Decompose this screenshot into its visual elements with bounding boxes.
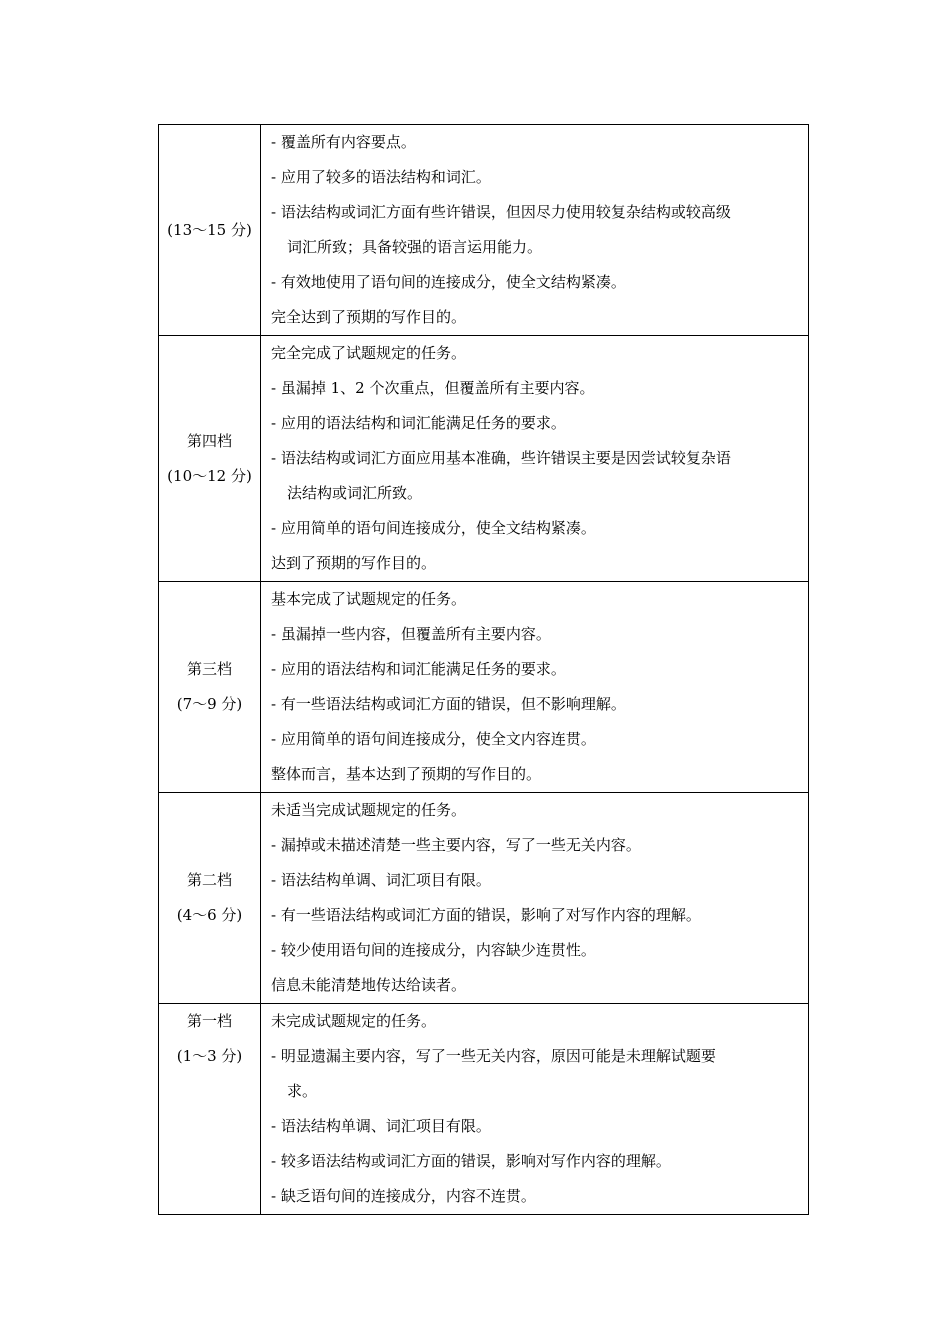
description-line: 未完成试题规定的任务。 [271, 1012, 437, 1030]
description-line: 基本完成了试题规定的任务。 [271, 590, 467, 608]
level-name: 第二档 [186, 871, 232, 889]
description-line: - 应用的语法结构和词汇能满足任务的要求。 [271, 414, 566, 432]
table-row [159, 793, 809, 1004]
description-line: - 缺乏语句间的连接成分，内容不连贯。 [271, 1187, 536, 1205]
level-range: (13～15 分) [167, 220, 252, 239]
table-row [159, 336, 809, 582]
level-range: (10～12 分) [167, 466, 252, 485]
grading-criteria-table [158, 124, 809, 1215]
description-line: 整体而言，基本达到了预期的写作目的。 [271, 765, 542, 783]
description-line: 未适当完成试题规定的任务。 [271, 801, 467, 819]
description-line: - 应用简单的语句间连接成分，使全文结构紧凑。 [271, 519, 596, 537]
description-line: - 有一些语法结构或词汇方面的错误，但不影响理解。 [271, 695, 626, 713]
description-line: 信息未能清楚地传达给读者。 [271, 976, 467, 994]
description-line: - 语法结构单调、词汇项目有限。 [271, 871, 491, 889]
description-line: 达到了预期的写作目的。 [271, 554, 437, 572]
description-line: - 语法结构或词汇方面应用基本准确，些许错误主要是因尝试较复杂语 [271, 449, 731, 467]
level-cell [159, 582, 261, 793]
description-cell [261, 336, 809, 582]
description-cell [261, 125, 809, 336]
description-line: 法结构或词汇所致。 [287, 484, 423, 502]
description-cell [261, 582, 809, 793]
level-range: (1～3 分) [176, 1047, 243, 1065]
description-line: - 较少使用语句间的连接成分，内容缺少连贯性。 [271, 941, 596, 959]
description-line: - 漏掉或未描述清楚一些主要内容，写了一些无关内容。 [271, 836, 641, 854]
description-cell [261, 793, 809, 1004]
description-line: - 较多语法结构或词汇方面的错误，影响对写作内容的理解。 [271, 1152, 671, 1170]
table-row [159, 125, 809, 336]
description-line: - 应用的语法结构和词汇能满足任务的要求。 [271, 660, 566, 678]
description-line: - 虽漏掉 1、2 个次重点，但覆盖所有主要内容。 [271, 379, 595, 397]
description-line: - 明显遗漏主要内容，写了一些无关内容，原因可能是未理解试题要 [271, 1047, 716, 1065]
description-line: - 虽漏掉一些内容，但覆盖所有主要内容。 [271, 625, 551, 643]
level-name: 第四档 [186, 431, 232, 450]
description-line: 词汇所致；具备较强的语言运用能力。 [287, 238, 543, 256]
description-line: - 应用简单的语句间连接成分，使全文内容连贯。 [271, 730, 596, 748]
level-cell [159, 1004, 261, 1215]
level-range: (4～6 分) [176, 906, 243, 924]
level-cell [159, 793, 261, 1004]
description-line: - 应用了较多的语法结构和词汇。 [271, 168, 491, 186]
description-line: - 有效地使用了语句间的连接成分，使全文结构紧凑。 [271, 273, 626, 291]
table-row [159, 582, 809, 793]
description-line: 完全达到了预期的写作目的。 [271, 308, 467, 326]
description-line: - 覆盖所有内容要点。 [271, 133, 416, 151]
description-line: - 有一些语法结构或词汇方面的错误，影响了对写作内容的理解。 [271, 906, 701, 924]
level-cell [159, 125, 261, 336]
level-name: 第三档 [186, 660, 232, 678]
description-line: - 语法结构或词汇方面有些许错误，但因尽力使用较复杂结构或较高级 [271, 203, 731, 221]
description-line: 完全完成了试题规定的任务。 [271, 344, 467, 362]
table-row [159, 1004, 809, 1215]
description-line: 求。 [287, 1082, 318, 1100]
level-range: (7～9 分) [176, 695, 243, 713]
description-cell [261, 1004, 809, 1215]
description-line: - 语法结构单调、词汇项目有限。 [271, 1117, 491, 1135]
level-cell [159, 336, 261, 582]
level-name: 第一档 [186, 1012, 232, 1030]
